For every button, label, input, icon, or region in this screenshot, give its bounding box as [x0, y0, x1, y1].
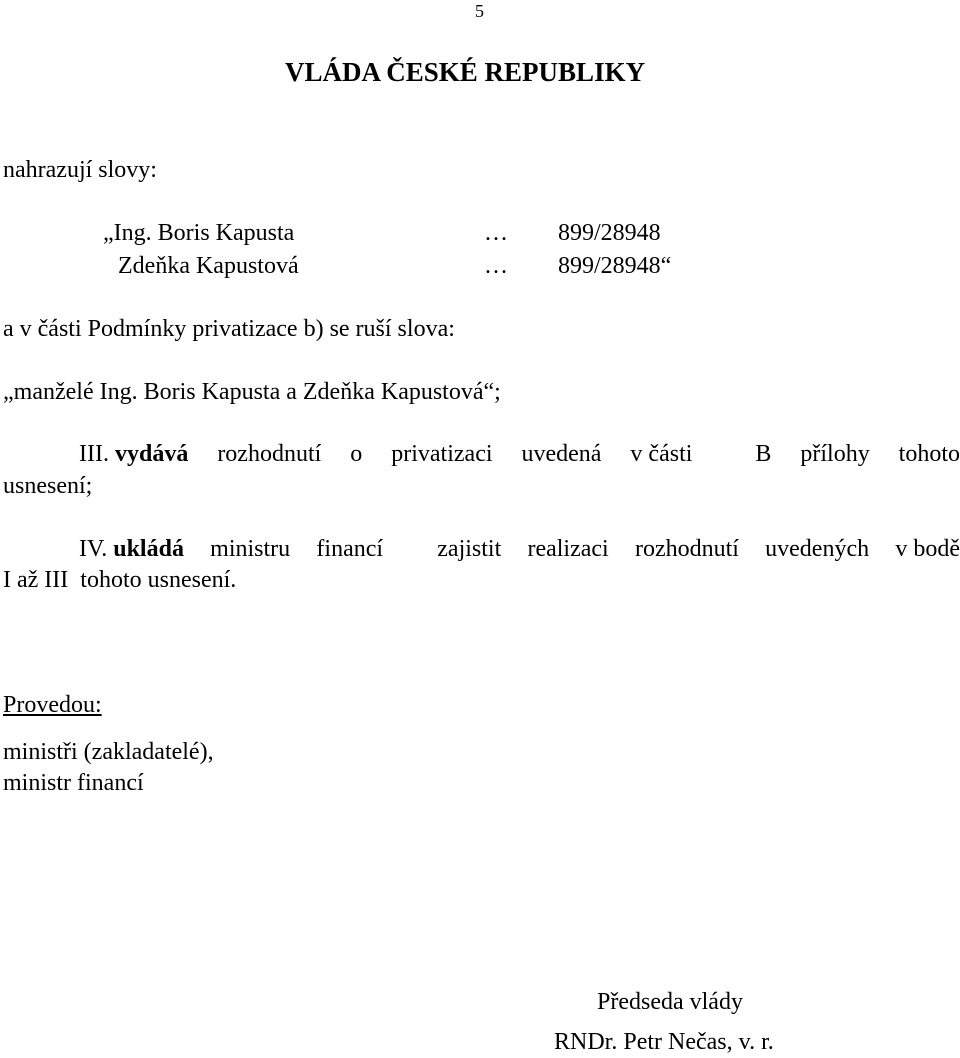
point-iii-word: uvedená: [521, 441, 602, 467]
point-iii-word: v části: [630, 441, 693, 467]
list-item-value: 899/28948: [558, 220, 661, 246]
page-title: VLÁDA ČESKÉ REPUBLIKY: [285, 57, 646, 87]
point-iii-line: [79, 440, 960, 468]
quoted-text: „manželé Ing. Boris Kapusta a Zdeňka Kapustová“;: [3, 379, 501, 405]
executor-item: ministr financí: [3, 770, 144, 796]
point-iv-continuation: I až III tohoto usnesení.: [3, 567, 237, 593]
point-iv-word: zajistit: [437, 536, 502, 562]
list-item-dots: …: [484, 220, 508, 246]
point-iv-lead: [79, 535, 184, 563]
point-iv-word: uvedených: [765, 536, 870, 562]
signature-title: Předseda vlády: [597, 989, 743, 1015]
point-iv-word: realizaci: [527, 536, 609, 562]
point-iii-continuation: usnesení;: [3, 473, 93, 499]
page-number: 5: [475, 1, 484, 21]
intro-text: nahrazují slovy:: [3, 157, 157, 183]
point-iii-word: rozhodnutí: [217, 441, 322, 467]
list-item-dots: …: [484, 253, 508, 279]
point-iv-word: ministru: [210, 536, 291, 562]
list-item-value: 899/28948“: [558, 253, 672, 279]
point-iii-word: tohoto: [898, 441, 960, 467]
point-iv-verb: ukládá: [113, 536, 184, 562]
point-iii-numeral: III.: [79, 441, 109, 467]
signature-name: RNDr. Petr Nečas, v. r.: [554, 1029, 774, 1055]
point-iv-numeral: IV.: [79, 536, 108, 562]
point-iv-word: rozhodnutí: [634, 536, 739, 562]
point-iii-word: o: [350, 441, 363, 467]
point-iii-lead: [79, 440, 188, 468]
point-iv-line: [79, 535, 960, 563]
point-iii-word: B: [755, 441, 772, 467]
point-iii-verb: vydává: [114, 441, 189, 467]
executor-item: ministři (zakladatelé),: [3, 739, 214, 765]
point-iv-word: v bodě: [895, 536, 960, 562]
conditions-text: a v části Podmínky privatizace b) se ruší slova:: [3, 316, 455, 342]
point-iv-word: financí: [316, 536, 384, 562]
executors-label: Provedou:: [3, 692, 102, 718]
list-item-name: „Ing. Boris Kapusta: [103, 220, 295, 246]
point-iii-word: přílohy: [800, 441, 870, 467]
list-item-name: Zdeňka Kapustová: [118, 253, 299, 279]
point-iii-word: privatizaci: [391, 441, 493, 467]
